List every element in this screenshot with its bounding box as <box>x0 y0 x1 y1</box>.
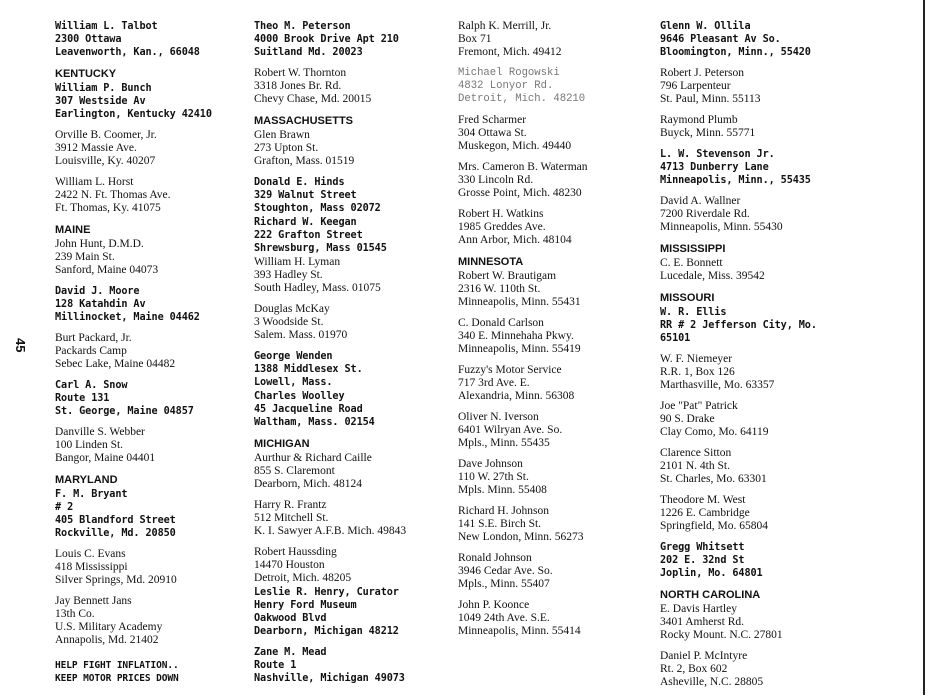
entry-line: Dearborn, Mich. 48124 <box>254 478 362 490</box>
entry-line: RR # 2 Jefferson City, Mo. <box>660 320 817 331</box>
entry-line: Oakwood Blvd <box>254 613 327 624</box>
entry-line: St. Paul, Minn. 55113 <box>660 93 761 105</box>
entry-line: New London, Minn. 56273 <box>458 531 584 543</box>
address-entry <box>458 364 648 403</box>
entry-line: 7200 Riverdale Rd. <box>660 208 750 220</box>
entry-line: Alexandria, Minn. 56308 <box>458 390 575 402</box>
entry-line: Chevy Chase, Md. 20015 <box>254 93 372 105</box>
address-entry <box>254 499 444 538</box>
entry-name: Mrs. Cameron B. Waterman <box>458 161 588 173</box>
address-entry <box>458 458 648 497</box>
entry-name: Harry R. Frantz <box>254 499 327 511</box>
address-entry <box>254 216 444 255</box>
address-entry <box>55 379 245 418</box>
entry-name: Jay Bennett Jans <box>55 595 132 607</box>
entry-line: # 2 <box>55 502 74 513</box>
address-entry <box>254 390 444 429</box>
entry-line: Silver Springs, Md. 20910 <box>55 574 177 586</box>
entry-line: Ann Arbor, Mich. 48104 <box>458 234 572 246</box>
entry-name: Michael Rogowski <box>458 67 560 79</box>
entry-name: Joe "Pat" Patrick <box>660 400 738 412</box>
entry-line: 1226 E. Cambridge <box>660 507 750 519</box>
entry-name: George Wenden <box>254 351 333 362</box>
address-entry <box>254 176 444 215</box>
entry-line: Joplin, Mo. 64801 <box>660 568 763 579</box>
address-entry <box>660 20 870 59</box>
entry-line: R.R. 1, Box 126 <box>660 366 735 378</box>
entry-line: Packards Camp <box>55 345 127 357</box>
address-entry <box>254 256 444 295</box>
entry-name: Theodore M. West <box>660 494 746 506</box>
entry-line: 202 E. 32nd St <box>660 555 745 566</box>
address-entry <box>55 82 245 121</box>
address-entry <box>660 400 870 439</box>
entry-line: Waltham, Mass. 02154 <box>254 417 375 428</box>
entry-line: 110 W. 27th St. <box>458 471 529 483</box>
address-entry <box>660 494 870 533</box>
entry-line: 1388 Middlesex St. <box>254 364 363 375</box>
address-entry <box>660 114 870 140</box>
entry-line: 330 Lincoln Rd. <box>458 174 534 186</box>
entry-line: Grafton, Mass. 01519 <box>254 155 355 167</box>
entry-line: St. George, Maine 04857 <box>55 406 194 417</box>
state-heading: MASSACHUSETTS <box>254 115 354 127</box>
entry-line: Leavenworth, Kan., 66048 <box>55 47 200 58</box>
address-column-3 <box>458 20 648 646</box>
address-column-4 <box>660 20 870 697</box>
address-entry <box>254 303 444 342</box>
address-entry <box>254 546 444 585</box>
entry-line: South Hadley, Mass. 01075 <box>254 282 381 294</box>
entry-line: Mpls., Minn. 55407 <box>458 578 550 590</box>
entry-line: Mpls., Minn. 55435 <box>458 437 550 449</box>
entry-line: 4000 Brook Drive Apt 210 <box>254 34 399 45</box>
entry-line: Buyck, Minn. 55771 <box>660 127 756 139</box>
entry-line: 9646 Pleasant Av So. <box>660 34 781 45</box>
entry-name: Zane M. Mead <box>254 647 327 658</box>
entry-line: U.S. Military Academy <box>55 621 163 633</box>
entry-line: Detroit, Mich. 48205 <box>254 572 352 584</box>
address-entry <box>660 603 870 642</box>
entry-name: Ronald Johnson <box>458 552 532 564</box>
entry-line: 3912 Massie Ave. <box>55 142 137 154</box>
entry-line: Springfield, Mo. 65804 <box>660 520 768 532</box>
footer-slogan <box>55 659 245 685</box>
entry-name: John P. Koonce <box>458 599 530 611</box>
entry-line: 717 3rd Ave. E. <box>458 377 530 389</box>
entry-name: Orville B. Coomer, Jr. <box>55 129 157 141</box>
address-entry <box>458 411 648 450</box>
address-entry <box>55 176 245 215</box>
entry-line: Box 71 <box>458 33 492 45</box>
address-entry <box>660 541 870 580</box>
entry-name: Gregg Whitsett <box>660 542 745 553</box>
entry-line: Muskegon, Mich. 49440 <box>458 140 572 152</box>
entry-line: Minneapolis, Minn. 55431 <box>458 296 581 308</box>
entry-name: Glenn W. Ollila <box>660 21 751 32</box>
state-heading: MICHIGAN <box>254 438 310 450</box>
entry-line: St. Charles, Mo. 63301 <box>660 473 767 485</box>
entry-line: 239 Main St. <box>55 251 115 263</box>
entry-line: Fremont, Mich. 49412 <box>458 46 562 58</box>
address-entry <box>55 129 245 168</box>
entry-name: W. R. Ellis <box>660 307 727 318</box>
entry-name: L. W. Stevenson Jr. <box>660 149 775 160</box>
entry-name: Fred Scharmer <box>458 114 527 126</box>
entry-line: Asheville, N.C. 28805 <box>660 676 764 688</box>
entry-line: Detroit, Mich. 48210 <box>458 93 586 105</box>
state-heading: MINNESOTA <box>458 256 524 268</box>
entry-line: Nashville, Michigan 49073 <box>254 673 405 684</box>
entry-line: Mpls. Minn. 55408 <box>458 484 547 496</box>
entry-line: 4713 Dunberry Lane <box>660 162 769 173</box>
entry-line: Dearborn, Michigan 48212 <box>254 626 399 637</box>
address-entry <box>458 114 648 153</box>
entry-line: 14470 Houston <box>254 559 325 571</box>
address-entry <box>660 306 870 345</box>
entry-name: Fuzzy's Motor Service <box>458 364 562 376</box>
entry-line: K. I. Sawyer A.F.B. Mich. 49843 <box>254 525 407 537</box>
entry-line: Suitland Md. 20023 <box>254 47 363 58</box>
entry-name: Leslie R. Henry, Curator <box>254 587 399 598</box>
entry-name: William L. Talbot <box>55 21 158 32</box>
entry-line: 2316 W. 110th St. <box>458 283 541 295</box>
entry-name: Richard H. Johnson <box>458 505 550 517</box>
address-entry <box>660 650 870 689</box>
address-entry <box>55 238 245 277</box>
address-entry <box>458 317 648 356</box>
entry-line: 2101 N. 4th St. <box>660 460 730 472</box>
entry-line: Lucedale, Miss. 39542 <box>660 270 765 282</box>
entry-name: Charles Woolley <box>254 391 345 402</box>
entry-line: Minneapolis, Minn. 55430 <box>660 221 783 233</box>
entry-line: Minneapolis, Minn. 55414 <box>458 625 581 637</box>
address-entry <box>55 488 245 540</box>
state-heading: MARYLAND <box>55 474 118 486</box>
entry-line: 307 Westside Av <box>55 96 146 107</box>
entry-line: 273 Upton St. <box>254 142 319 154</box>
state-heading: NORTH CAROLINA <box>660 589 761 601</box>
entry-name: Robert W. Thornton <box>254 67 347 79</box>
entry-name: F. M. Bryant <box>55 489 128 500</box>
entry-line: 855 S. Claremont <box>254 465 335 477</box>
entry-name: Robert H. Watkins <box>458 208 544 220</box>
entry-line: Bloomington, Minn., 55420 <box>660 47 811 58</box>
address-entry <box>254 646 444 685</box>
entry-name: Louis C. Evans <box>55 548 126 560</box>
entry-line: 45 Jacqueline Road <box>254 404 363 415</box>
entry-name: Carl A. Snow <box>55 380 128 391</box>
state-heading: KENTUCKY <box>55 68 117 80</box>
address-entry <box>55 20 245 59</box>
entry-line: Earlington, Kentucky 42410 <box>55 109 212 120</box>
entry-name: C. Donald Carlson <box>458 317 544 329</box>
address-entry <box>55 548 245 587</box>
entry-line: Sebec Lake, Maine 04482 <box>55 358 176 370</box>
entry-name: W. F. Niemeyer <box>660 353 733 365</box>
entry-name: C. E. Bonnett <box>660 257 723 269</box>
entry-line: Ft. Thomas, Ky. 41075 <box>55 202 161 214</box>
entry-line: Lowell, Mass. <box>254 377 333 388</box>
entry-line: Millinocket, Maine 04462 <box>55 312 200 323</box>
entry-line: 100 Linden St. <box>55 439 124 451</box>
address-entry <box>55 426 245 465</box>
entry-line: Stoughton, Mass 02072 <box>254 203 381 214</box>
entry-line: 1985 Greddes Ave. <box>458 221 546 233</box>
address-entry <box>254 129 444 168</box>
entry-line: Rocky Mount. N.C. 27801 <box>660 629 783 641</box>
entry-name: Robert Haussding <box>254 546 337 558</box>
entry-line: Rockville, Md. 20850 <box>55 528 176 539</box>
entry-name: Glen Brawn <box>254 129 310 141</box>
entry-name: Ralph K. Merrill, Jr. <box>458 20 552 32</box>
entry-line: 405 Blandford Street <box>55 515 176 526</box>
entry-line: 90 S. Drake <box>660 413 715 425</box>
address-entry <box>55 285 245 324</box>
entry-line: Louisville, Ky. 40207 <box>55 155 156 167</box>
address-entry <box>55 595 245 647</box>
entry-line: 222 Grafton Street <box>254 230 363 241</box>
entry-name: Burt Packard, Jr. <box>55 332 132 344</box>
address-entry <box>660 257 870 283</box>
entry-name: David J. Moore <box>55 286 140 297</box>
entry-line: 512 Mitchell St. <box>254 512 329 524</box>
address-entry <box>660 67 870 106</box>
entry-line: Minneapolis, Minn. 55419 <box>458 343 581 355</box>
entry-name: Clarence Sitton <box>660 447 732 459</box>
entry-line: Route 1 <box>254 660 297 671</box>
entry-line: KEEP MOTOR PRICES DOWN <box>55 673 179 684</box>
address-entry <box>660 195 870 234</box>
state-heading: MISSOURI <box>660 292 715 304</box>
entry-name: Dave Johnson <box>458 458 523 470</box>
entry-line: Route 131 <box>55 393 110 404</box>
entry-line: HELP FIGHT INFLATION.. <box>55 660 179 671</box>
address-entry <box>254 350 444 389</box>
entry-line: Henry Ford Museum <box>254 600 357 611</box>
entry-line: 418 Mississippi <box>55 561 128 573</box>
address-entry <box>458 505 648 544</box>
address-column-1 <box>55 20 245 693</box>
entry-line: 3 Woodside St. <box>254 316 324 328</box>
entry-line: Minneapolis, Minn., 55435 <box>660 175 811 186</box>
address-entry <box>458 20 648 59</box>
page-number: 45 <box>13 338 28 353</box>
address-entry <box>458 270 648 309</box>
entry-name: Robert J. Peterson <box>660 67 745 79</box>
address-entry <box>660 148 870 187</box>
entry-line: 13th Co. <box>55 608 95 620</box>
entry-name: Aurthur & Richard Caille <box>254 452 372 464</box>
entry-line: Bangor, Maine 04401 <box>55 452 156 464</box>
entry-line: 796 Larpenteur <box>660 80 731 92</box>
entry-line: Clay Como, Mo. 64119 <box>660 426 769 438</box>
entry-line: 3318 Jones Br. Rd. <box>254 80 342 92</box>
address-entry <box>254 67 444 106</box>
entry-name: William P. Bunch <box>55 83 152 94</box>
address-entry <box>55 332 245 371</box>
state-heading: MISSISSIPPI <box>660 243 726 255</box>
address-entry <box>254 586 444 638</box>
entry-line: Sanford, Maine 04073 <box>55 264 159 276</box>
entry-name: Donald E. Hinds <box>254 177 345 188</box>
entry-line: 2422 N. Ft. Thomas Ave. <box>55 189 171 201</box>
entry-line: 3946 Cedar Ave. So. <box>458 565 553 577</box>
entry-name: Theo M. Peterson <box>254 21 351 32</box>
address-column-2 <box>254 20 444 693</box>
entry-line: 340 E. Minnehaha Pkwy. <box>458 330 574 342</box>
entry-name: Danville S. Webber <box>55 426 145 438</box>
entry-line: 65101 <box>660 333 691 344</box>
entry-line: Marthasville, Mo. 63357 <box>660 379 775 391</box>
page-edge-rule <box>923 0 925 695</box>
state-heading: MAINE <box>55 224 91 236</box>
entry-name: William L. Horst <box>55 176 134 188</box>
entry-line: Grosse Point, Mich. 48230 <box>458 187 582 199</box>
entry-name: E. Davis Hartley <box>660 603 737 615</box>
entry-name: Oliver N. Iverson <box>458 411 539 423</box>
entry-name: Raymond Plumb <box>660 114 738 126</box>
address-entry <box>660 353 870 392</box>
entry-line: Annapolis, Md. 21402 <box>55 634 159 646</box>
address-entry <box>458 67 648 106</box>
address-entry <box>458 208 648 247</box>
entry-name: John Hunt, D.M.D. <box>55 238 144 250</box>
entry-line: 6401 Wilryan Ave. So. <box>458 424 563 436</box>
entry-line: 329 Walnut Street <box>254 190 357 201</box>
entry-name: Richard W. Keegan <box>254 217 357 228</box>
entry-line: Rt. 2, Box 602 <box>660 663 728 675</box>
entry-name: Robert W. Brautigam <box>458 270 557 282</box>
entry-line: 4832 Lonyor Rd. <box>458 80 554 92</box>
entry-name: William H. Lyman <box>254 256 341 268</box>
entry-line: 1049 24th Ave. S.E. <box>458 612 550 624</box>
entry-line: 304 Ottawa St. <box>458 127 527 139</box>
address-entry <box>458 552 648 591</box>
address-entry <box>660 447 870 486</box>
entry-line: Shrewsburg, Mass 01545 <box>254 243 387 254</box>
entry-line: 3401 Amherst Rd. <box>660 616 745 628</box>
address-entry <box>254 20 444 59</box>
address-entry <box>254 452 444 491</box>
address-entry <box>458 161 648 200</box>
entry-line: 393 Hadley St. <box>254 269 323 281</box>
entry-line: 128 Katahdin Av <box>55 299 146 310</box>
entry-name: Douglas McKay <box>254 303 330 315</box>
entry-line: 141 S.E. Birch St. <box>458 518 542 530</box>
entry-name: Daniel P. McIntyre <box>660 650 748 662</box>
entry-line: Salem. Mass. 01970 <box>254 329 348 341</box>
address-entry <box>458 599 648 638</box>
entry-name: David A. Wallner <box>660 195 741 207</box>
entry-line: 2300 Ottawa <box>55 34 122 45</box>
